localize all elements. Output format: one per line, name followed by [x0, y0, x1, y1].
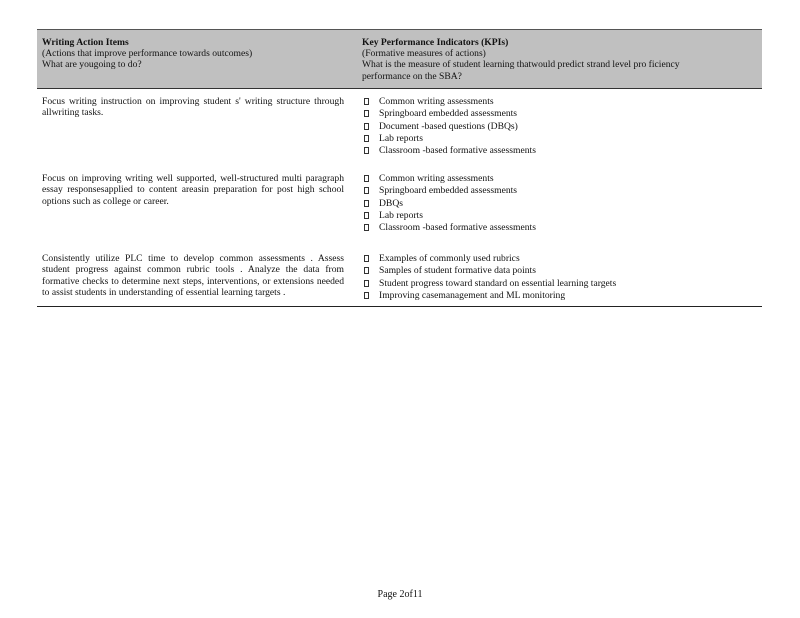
list-item — [364, 173, 757, 185]
header-action-subtitle: (Actions that improve performance towards outcomes) — [42, 48, 253, 60]
header-kpi-subtitle: (Formative measures of actions) — [362, 48, 486, 60]
kpi-text: Lab reports — [379, 210, 423, 222]
kpi-text: Samples of student formative data points — [379, 265, 536, 277]
kpi-text: Improving casemanagement and ML monitoring — [379, 290, 566, 302]
table-row — [37, 167, 762, 247]
table-header-row — [37, 30, 762, 89]
header-kpis — [350, 30, 762, 89]
action-text: Focus writing instruction on improving student s' writing structure through allwriting tasks. — [42, 95, 344, 119]
header-kpi-question-line2: performance on the SBA? — [362, 70, 462, 82]
action-cell — [37, 88, 350, 167]
kpi-text: Common writing assessments — [379, 95, 494, 107]
header-kpi-title: Key Performance Indicators (KPIs) — [362, 37, 509, 48]
list-item — [364, 210, 757, 222]
header-action-items — [37, 30, 350, 89]
kpi-text: DBQs — [379, 197, 403, 209]
bullet-box-icon — [364, 292, 369, 299]
header-action-question: What are yougoing to do? — [42, 59, 142, 71]
list-item — [364, 278, 757, 290]
action-cell — [37, 247, 350, 306]
list-item — [364, 222, 757, 234]
bullet-box-icon — [364, 224, 369, 231]
bullet-box-icon — [364, 98, 369, 105]
kpi-text: Lab reports — [379, 133, 423, 145]
list-item — [364, 265, 757, 277]
kpi-text: Student progress toward standard on essential learning targets — [379, 277, 617, 289]
kpi-text: Springboard embedded assessments — [379, 108, 518, 120]
kpi-cell — [350, 88, 762, 167]
bullet-box-icon — [364, 175, 369, 182]
bullet-box-icon — [364, 123, 369, 130]
list-item — [364, 96, 757, 108]
list-item — [364, 133, 757, 145]
list-item — [364, 121, 757, 133]
list-item — [364, 253, 757, 265]
header-kpi-question-line1: What is the measure of student learning thatwould predict strand level pro ficiency — [362, 59, 680, 71]
kpi-text: Classroom -based formative assessments — [379, 145, 536, 157]
list-item — [364, 108, 757, 120]
bullet-box-icon — [364, 187, 369, 194]
list-item — [364, 198, 757, 210]
bullet-box-icon — [364, 280, 369, 287]
page-number: Page 2of11 — [377, 589, 423, 600]
action-text: Focus on improving writing well supported, well-structured multi paragraph essay responsesapplied to content areasin preparation for post high school options such as college or career. — [42, 172, 344, 207]
bullet-box-icon — [364, 135, 369, 142]
bullet-box-icon — [364, 147, 369, 154]
kpi-list — [364, 253, 757, 303]
action-plan-table — [37, 29, 762, 307]
list-item — [364, 185, 757, 197]
kpi-text: Classroom -based formative assessments — [379, 222, 536, 234]
kpi-text: Common writing assessments — [379, 172, 494, 184]
table-row — [37, 88, 762, 167]
kpi-text: Examples of commonly used rubrics — [379, 252, 520, 264]
kpi-list — [364, 173, 757, 235]
bullet-box-icon — [364, 200, 369, 207]
action-cell — [37, 167, 350, 247]
kpi-text: Springboard embedded assessments — [379, 185, 518, 197]
action-text: Consistently utilize PLC time to develop common assessments . Assess student progress against common rubric tools . Analyze the data from formative checks to determine next steps, interventions, or extensions needed to assist students in understanding of essential learning targets . — [42, 252, 344, 299]
list-item — [364, 145, 757, 157]
bullet-box-icon — [364, 267, 369, 274]
kpi-list — [364, 96, 757, 158]
kpi-text: Document -based questions (DBQs) — [379, 120, 518, 132]
bullet-box-icon — [364, 110, 369, 117]
header-action-title: Writing Action Items — [42, 37, 129, 48]
list-item — [364, 290, 757, 302]
bullet-box-icon — [364, 212, 369, 219]
bullet-box-icon — [364, 255, 369, 262]
kpi-cell — [350, 247, 762, 306]
table-row — [37, 247, 762, 306]
kpi-cell — [350, 167, 762, 247]
